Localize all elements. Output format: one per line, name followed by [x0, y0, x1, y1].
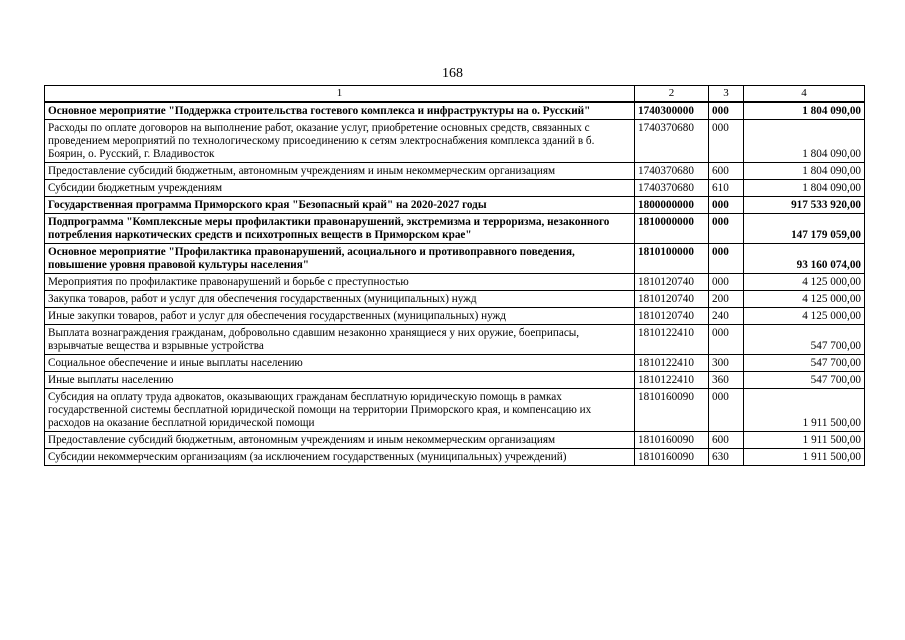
row-type-cell: 000 [709, 120, 744, 163]
row-type-cell: 000 [709, 244, 744, 274]
row-name-cell: Субсидии бюджетным учреждениям [45, 180, 635, 197]
row-code-cell: 1810000000 [635, 214, 709, 244]
row-amount-cell: 1 804 090,00 [744, 102, 865, 120]
row-name-cell: Государственная программа Приморского края "Безопасный край" на 2020-2027 годы [45, 197, 635, 214]
table-row [45, 244, 865, 274]
row-type-cell: 000 [709, 214, 744, 244]
table-row [45, 120, 865, 163]
table-row [45, 449, 865, 466]
row-name-cell: Расходы по оплате договоров на выполнение работ, оказание услуг, приобретение основных средств, связанных с проведением мероприятий по технологическому присоединению к сетям электроснабжения комплекса зданий в б. Боярин, о. Русский, г. Владивосток [45, 120, 635, 163]
row-name-cell: Основное мероприятие "Поддержка строительства гостевого комплекса и инфраструктуры на о. Русский" [45, 102, 635, 120]
budget-table [44, 85, 865, 466]
row-name-cell: Социальное обеспечение и иные выплаты населению [45, 355, 635, 372]
row-type-cell: 240 [709, 308, 744, 325]
row-code-cell: 1740300000 [635, 102, 709, 120]
row-amount-cell: 1 911 500,00 [744, 389, 865, 432]
row-code-cell: 1810122410 [635, 325, 709, 355]
row-amount-cell: 547 700,00 [744, 372, 865, 389]
row-code-cell: 1810160090 [635, 432, 709, 449]
row-code-cell: 1810120740 [635, 308, 709, 325]
row-amount-cell: 93 160 074,00 [744, 244, 865, 274]
row-amount-cell: 1 804 090,00 [744, 163, 865, 180]
row-name-cell: Иные закупки товаров, работ и услуг для обеспечения государственных (муниципальных) нужд [45, 308, 635, 325]
row-name-cell: Мероприятия по профилактике правонарушений и борьбе с преступностью [45, 274, 635, 291]
row-amount-cell: 4 125 000,00 [744, 291, 865, 308]
row-amount-cell: 4 125 000,00 [744, 274, 865, 291]
row-name-cell: Основное мероприятие "Профилактика правонарушений, асоциального и противоправного поведения, повышение уровня правовой культуры населения" [45, 244, 635, 274]
row-code-cell: 1810160090 [635, 389, 709, 432]
row-type-cell: 300 [709, 355, 744, 372]
row-code-cell: 1810100000 [635, 244, 709, 274]
table-row [45, 274, 865, 291]
row-amount-cell: 147 179 059,00 [744, 214, 865, 244]
table-row [45, 291, 865, 308]
column-header-3: 3 [709, 86, 744, 103]
page-number: 168 [442, 66, 463, 81]
table-row [45, 325, 865, 355]
table-row [45, 163, 865, 180]
row-name-cell: Закупка товаров, работ и услуг для обеспечения государственных (муниципальных) нужд [45, 291, 635, 308]
row-name-cell: Выплата вознаграждения гражданам, добровольно сдавшим незаконно хранящиеся у них оружие, боеприпасы, взрывчатые вещества и взрывные устройства [45, 325, 635, 355]
row-code-cell: 1740370680 [635, 180, 709, 197]
row-amount-cell: 1 804 090,00 [744, 180, 865, 197]
table-row [45, 389, 865, 432]
row-amount-cell: 1 911 500,00 [744, 449, 865, 466]
row-name-cell: Предоставление субсидий бюджетным, автономным учреждениям и иным некоммерческим организациям [45, 432, 635, 449]
row-amount-cell: 1 804 090,00 [744, 120, 865, 163]
row-code-cell: 1740370680 [635, 120, 709, 163]
column-header-1: 1 [45, 86, 635, 103]
row-type-cell: 610 [709, 180, 744, 197]
row-name-cell: Иные выплаты населению [45, 372, 635, 389]
row-amount-cell: 4 125 000,00 [744, 308, 865, 325]
table-row [45, 180, 865, 197]
row-amount-cell: 917 533 920,00 [744, 197, 865, 214]
row-type-cell: 000 [709, 102, 744, 120]
row-type-cell: 630 [709, 449, 744, 466]
row-code-cell: 1740370680 [635, 163, 709, 180]
table-row [45, 214, 865, 244]
table-row [45, 432, 865, 449]
table-row [45, 197, 865, 214]
column-header-4: 4 [744, 86, 865, 103]
row-code-cell: 1810120740 [635, 291, 709, 308]
row-amount-cell: 547 700,00 [744, 355, 865, 372]
row-name-cell: Предоставление субсидий бюджетным, автономным учреждениям и иным некоммерческим организациям [45, 163, 635, 180]
row-type-cell: 600 [709, 432, 744, 449]
row-type-cell: 600 [709, 163, 744, 180]
row-code-cell: 1810122410 [635, 355, 709, 372]
row-amount-cell: 547 700,00 [744, 325, 865, 355]
row-code-cell: 1810122410 [635, 372, 709, 389]
row-code-cell: 1810160090 [635, 449, 709, 466]
row-name-cell: Субсидии некоммерческим организациям (за исключением государственных (муниципальных) учреждений) [45, 449, 635, 466]
row-code-cell: 1810120740 [635, 274, 709, 291]
table-row [45, 102, 865, 120]
row-type-cell: 200 [709, 291, 744, 308]
row-type-cell: 000 [709, 197, 744, 214]
column-header-2: 2 [635, 86, 709, 103]
row-type-cell: 360 [709, 372, 744, 389]
row-amount-cell: 1 911 500,00 [744, 432, 865, 449]
table-row [45, 355, 865, 372]
row-type-cell: 000 [709, 325, 744, 355]
table-row [45, 372, 865, 389]
row-type-cell: 000 [709, 274, 744, 291]
row-code-cell: 1800000000 [635, 197, 709, 214]
row-type-cell: 000 [709, 389, 744, 432]
row-name-cell: Подпрограмма "Комплексные меры профилактики правонарушений, экстремизма и терроризма, незаконного потребления наркотических средств и психотропных веществ в Приморском крае" [45, 214, 635, 244]
row-name-cell: Субсидия на оплату труда адвокатов, оказывающих гражданам бесплатную юридическую помощь в рамках государственной системы бесплатной юридической помощи на территории Приморского края, и компенсацию их расходов на оказание бесплатной юридической помощи [45, 389, 635, 432]
header-row [45, 86, 865, 103]
table-row [45, 308, 865, 325]
